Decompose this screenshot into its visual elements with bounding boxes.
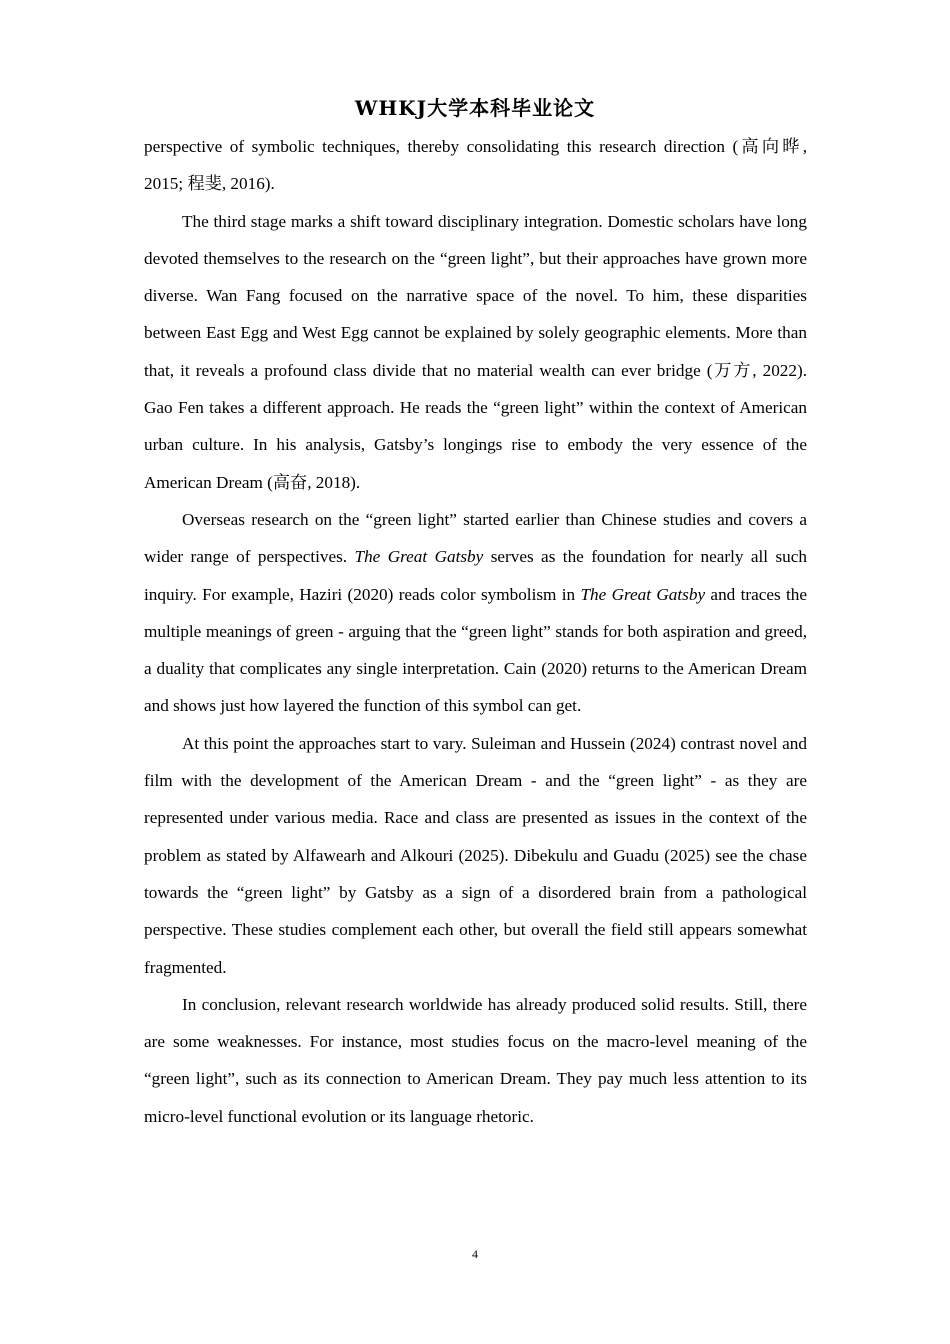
paragraph-3-text-b: serves as the foundation for nearly all such inquiry. For example, Haziri (2020) reads color symbolism in — [144, 547, 807, 604]
paragraph-3-text-a: Overseas research on the “green light” started earlier than Chinese studies and covers a wider range of perspectives. — [144, 509, 807, 567]
paragraph-3-text-c: and traces the multiple meanings of green - arguing that the “green light” stands for both aspiration and greed, a duality that complicates any single interpretation. Cain (2020) returns to the American Dream and shows just how layered the function of this symbol can get. — [144, 584, 808, 716]
book-title-italic: The Great Gatsby — [354, 547, 484, 567]
paragraph-1: perspective of symbolic techniques, thereby consolidating this research direction (高向晔, 2015; 程斐, 2016). — [144, 137, 807, 194]
paragraph-4: At this point the approaches start to vary. Suleiman and Hussein (2024) contrast novel and film with the development of the American Dream - and the “green light” - as they are represented under various media. Race and class are presented as issues in the context of the problem as stated by Alfawearh and Alkouri (2025). Dibekulu and Guadu (2025) see the chase towards the “green light” by Gatsby as a sign of a disordered brain from a pathological perspective. These studies complement each other, but overall the field still appears somewhat fragmented. — [144, 733, 807, 977]
document-body — [144, 128, 807, 1135]
paragraph-2: The third stage marks a shift toward disciplinary integration. Domestic scholars have long devoted themselves to the research on the “green light”, but their approaches have grown more diverse. Wan Fang focused on the narrative space of the novel. To him, these disparities between East Egg and West Egg cannot be explained by solely geographic elements. More than that, it reveals a profound class divide that no material wealth can ever bridge (万方, 2022). Gao Fen takes a different approach. He reads the “green light” within the context of American urban culture. In his analysis, Gatsby’s longings rise to embody the very essence of the American Dream (高奋, 2018). — [144, 211, 807, 492]
page-header-title: WHKJ大学本科毕业论文 — [354, 96, 596, 120]
paragraph-5: In conclusion, relevant research worldwide has already produced solid results. Still, there are some weaknesses. For instance, most studies focus on the macro-level meaning of the “green light”, such as its connection to American Dream. They pay much less attention to its micro-level functional evolution or its language rhetoric. — [144, 994, 807, 1126]
paragraph-3 — [144, 501, 807, 725]
book-title-italic: The Great Gatsby — [580, 584, 706, 604]
page-number: 4 — [472, 1247, 478, 1261]
